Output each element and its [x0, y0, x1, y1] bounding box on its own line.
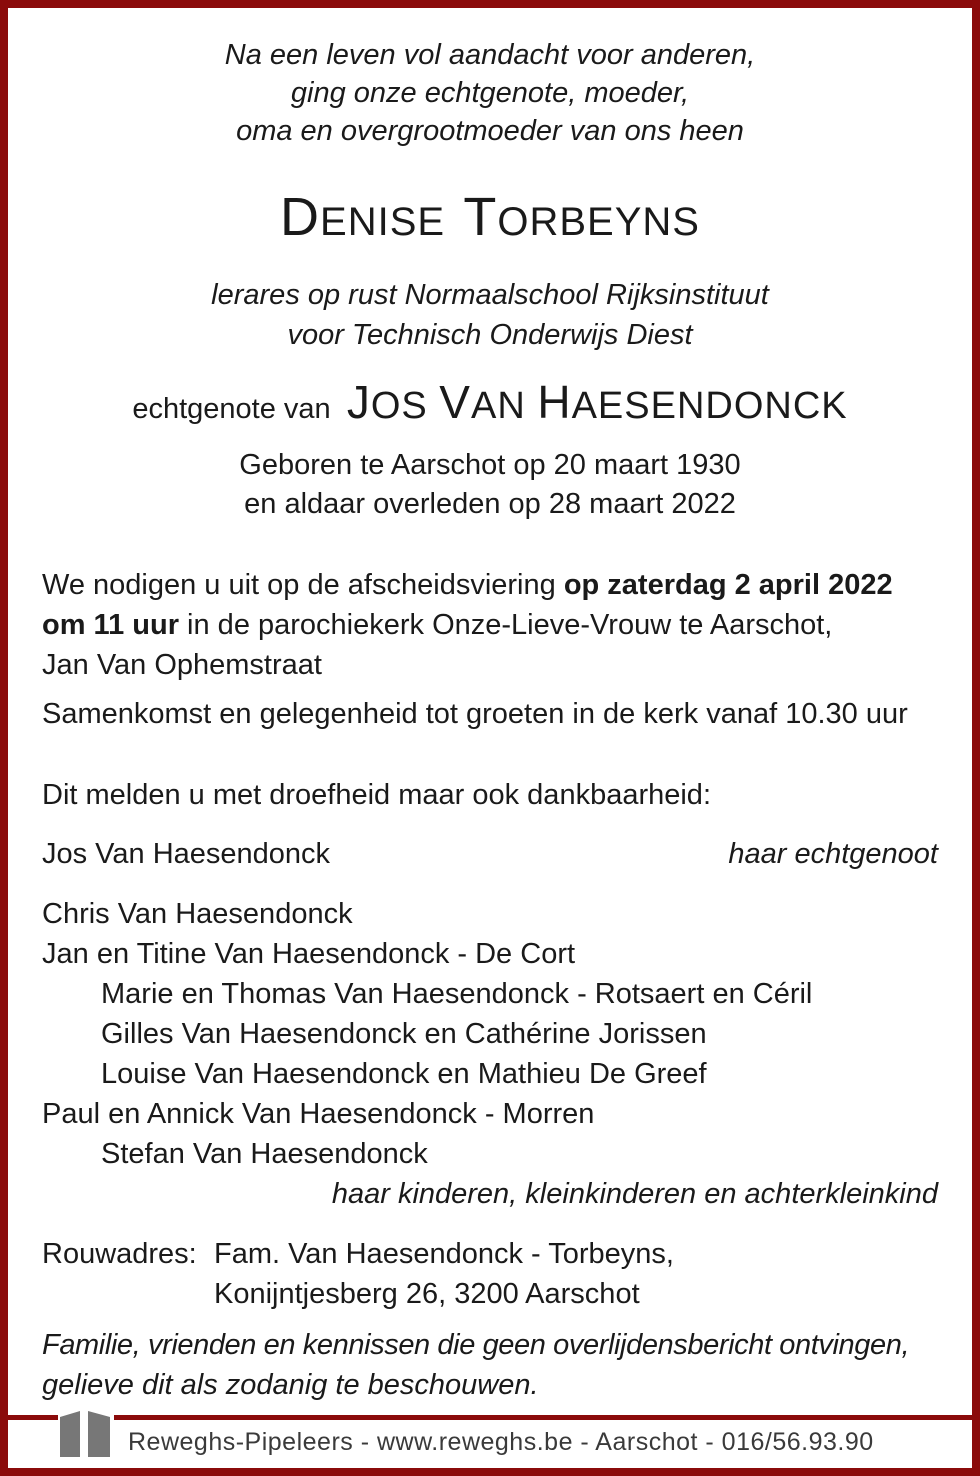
birth-line: Geboren te Aarschot op 20 maart 1930: [239, 449, 741, 481]
closing-line-1: Familie, vrienden en kennissen die geen overlijdensbericht ontvingen,: [42, 1329, 910, 1361]
address-line-2: Konijntjesberg 26, 3200 Aarschot: [214, 1278, 640, 1310]
intro-line-3: oma en overgrootmoeder van ons heen: [236, 115, 744, 147]
closing-line-2: gelieve dit als zodanig te beschouwen.: [42, 1369, 539, 1401]
death-line: en aldaar overleden op 28 maart 2022: [244, 488, 736, 520]
address-label: Rouwadres:: [42, 1238, 197, 1270]
family-member: Chris Van Haesendonck: [42, 898, 353, 930]
family-member: Stefan Van Haesendonck: [101, 1138, 428, 1170]
footer-rule: [8, 1415, 972, 1420]
spouse-line: [0, 376, 980, 431]
intro-line-1: Na een leven vol aandacht voor anderen,: [224, 39, 756, 71]
family-member: Gilles Van Haesendonck en Cathérine Jorissen: [101, 1018, 707, 1050]
spouse-prefix: echtgenote van: [132, 393, 331, 425]
ceremony-line-3: Jan Van Ophemstraat: [42, 649, 322, 681]
family-member: Marie en Thomas Van Haesendonck - Rotsaert en Céril: [101, 978, 813, 1010]
husband-role: haar echtgenoot: [728, 838, 938, 870]
profession-line-2: voor Technisch Onderwijs Diest: [287, 319, 693, 351]
husband-name: Jos Van Haesendonck: [42, 838, 331, 870]
family-member: Paul en Annick Van Haesendonck - Morren: [42, 1098, 595, 1130]
family-member: Louise Van Haesendonck en Mathieu De Greef: [101, 1058, 707, 1090]
spouse-name: JOS VAN HAESENDONCK: [346, 376, 848, 428]
announcement-line: Dit melden u met droefheid maar ook dankbaarheid:: [42, 779, 711, 811]
funeral-home-logo-icon: [58, 1407, 114, 1459]
gathering-line: Samenkomst en gelegenheid tot groeten in de kerk vanaf 10.30 uur: [42, 698, 908, 730]
family-role: haar kinderen, kleinkinderen en achterkleinkind: [331, 1178, 938, 1210]
ceremony-line-2: om 11 uur in de parochiekerk Onze-Lieve-Vrouw te Aarschot,: [42, 609, 833, 641]
intro-line-2: ging onze echtgenote, moeder,: [290, 77, 690, 109]
address-line-1: Fam. Van Haesendonck - Torbeyns,: [214, 1238, 674, 1270]
deceased-name: DENISE TORBEYNS: [280, 187, 700, 247]
profession-line-1: lerares op rust Normaalschool Rijksinstituut: [211, 279, 769, 311]
footer-contact: Reweghs-Pipeleers - www.reweghs.be - Aarschot - 016/56.93.90: [128, 1428, 874, 1456]
family-member: Jan en Titine Van Haesendonck - De Cort: [42, 938, 576, 970]
ceremony-line-1: We nodigen u uit op de afscheidsviering op zaterdag 2 april 2022: [42, 569, 893, 601]
